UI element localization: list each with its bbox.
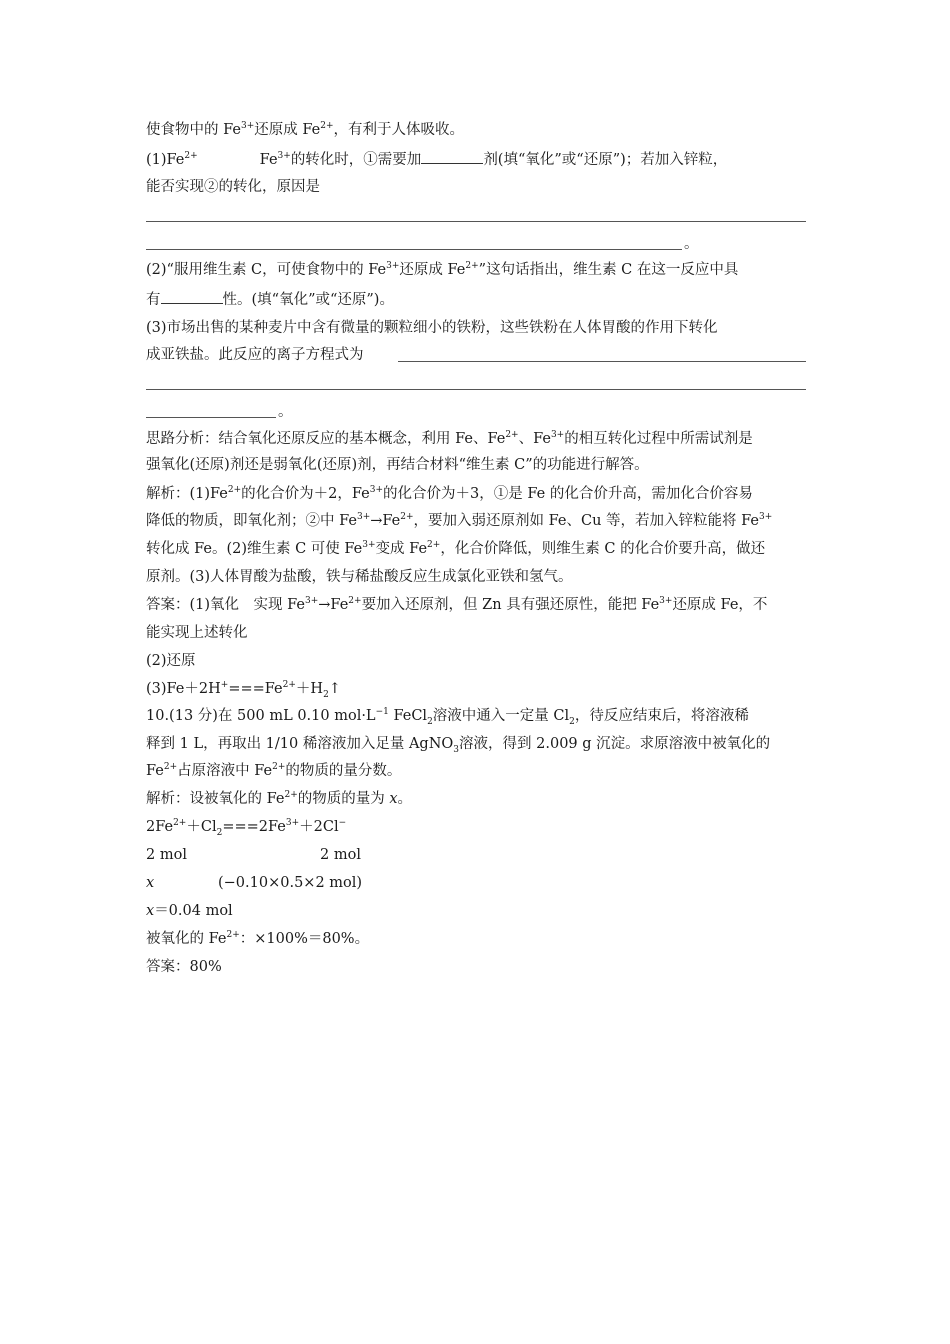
text: 的化合价为＋3，①是 Fe 的化合价升高，需加化合价容易 — [383, 486, 753, 502]
text: 占原溶液中 Fe — [177, 763, 273, 779]
text: 10.(13 分)在 500 mL 0.10 mol·L — [146, 708, 376, 724]
superscript: 2+ — [173, 818, 187, 829]
superscript: 2+ — [348, 596, 362, 607]
text: (2)“服用维生素 C，可使食物中的 Fe — [146, 262, 387, 278]
text: 被氧化的 Fe — [146, 931, 227, 947]
superscript: 3+ — [356, 512, 371, 523]
text: 。 — [397, 791, 413, 807]
superscript: 2+ — [163, 762, 178, 773]
subscript: 2 — [427, 716, 433, 727]
text: 2 mol — [146, 847, 187, 863]
text: →Fe — [318, 597, 349, 613]
text: 的化合价为＋2，Fe — [241, 486, 370, 502]
equation-line — [146, 816, 808, 838]
text: ＋H — [295, 681, 324, 697]
text: 答案：(1)氧化 实现 Fe — [146, 597, 305, 613]
answer-rule[interactable] — [146, 221, 806, 222]
question-10-line-2 — [146, 733, 808, 755]
superscript: 3+ — [277, 151, 291, 162]
superscript: 3+ — [659, 596, 673, 607]
analysis-line-3 — [146, 483, 808, 505]
text: 溶液，得到 2.009 g 沉淀。求原溶液中被氧化的 — [459, 736, 771, 752]
analysis-line-4 — [146, 510, 808, 532]
superscript: 2+ — [226, 930, 240, 941]
blank-2[interactable] — [161, 289, 223, 304]
text: 降低的物质，即氧化剂；②中 Fe — [146, 513, 357, 529]
text: ＝0.04 mol — [154, 903, 233, 919]
text: 转化成 Fe。(2)维生素 C 可使 Fe — [146, 541, 363, 557]
variable-x: x — [146, 903, 155, 919]
superscript: 2+ — [320, 121, 334, 132]
answer-rule[interactable] — [398, 361, 806, 362]
superscript: −1 — [375, 707, 389, 718]
text: ”这句话指出，维生素 C 在这一反应中具 — [478, 262, 739, 278]
text: FeCl — [388, 708, 428, 724]
text: 剂(填“氧化”或“还原”)；若加入锌粒， — [483, 152, 728, 168]
text: 要加入还原剂，但 Zn 具有强还原性，能把 Fe — [361, 597, 660, 613]
superscript: − — [338, 818, 347, 829]
analysis-line-1 — [146, 428, 808, 450]
subscript: 2 — [216, 827, 223, 838]
text: ↑ — [328, 681, 341, 697]
question-2-line-2 — [146, 289, 808, 311]
text: Fe — [259, 152, 278, 168]
superscript: 3+ — [550, 430, 565, 441]
intro-line — [146, 119, 808, 141]
superscript: 2+ — [184, 151, 198, 162]
text: 还原成 Fe，不 — [672, 597, 768, 613]
fraction-line — [146, 928, 808, 950]
text: ，待反应结束后，将溶液稀 — [574, 708, 749, 724]
text: Fe — [146, 763, 164, 779]
text: (1)Fe — [146, 152, 185, 168]
question-1-line-2: 能否实现②的转化，原因是 — [146, 179, 320, 195]
superscript: 3+ — [240, 121, 255, 132]
text: ，有利于人体吸收。 — [333, 122, 464, 138]
superscript: 3+ — [759, 512, 773, 523]
text: 还原成 Fe — [399, 262, 466, 278]
question-3-line-1: (3)市场出售的某种麦片中含有微量的颗粒细小的铁粉，这些铁粉在人体胃酸的作用下转化 — [146, 320, 718, 336]
subscript: 2 — [323, 689, 329, 700]
text: 解析：设被氧化的 Fe — [146, 791, 285, 807]
answer-line-1 — [146, 594, 808, 616]
superscript: 2+ — [427, 540, 441, 551]
text: ＋2Cl — [299, 819, 339, 835]
text: 解析：(1)Fe — [146, 486, 228, 502]
superscript: 2+ — [284, 790, 298, 801]
text: ：×100%＝80%。 — [239, 931, 370, 947]
text: 的物质的量分数。 — [285, 763, 402, 779]
solution-line-1 — [146, 788, 808, 810]
text: 2Fe — [146, 819, 174, 835]
subscript: 2 — [569, 716, 575, 727]
variable-x: x — [389, 791, 398, 807]
superscript: 3+ — [305, 596, 319, 607]
blank-1[interactable] — [421, 149, 483, 164]
answer-line-3: (2)还原 — [146, 653, 196, 669]
question-1-line-1 — [146, 149, 808, 171]
text: (3)Fe＋2H — [146, 681, 221, 697]
text: 的物质的量为 — [297, 791, 390, 807]
analysis-line-6: 原剂。(3)人体胃酸为盐酸，铁与稀盐酸反应生成氯化亚铁和氢气。 — [146, 569, 573, 585]
period: 。 — [684, 236, 699, 252]
result-line — [146, 900, 808, 922]
superscript: + — [220, 680, 229, 691]
unknown-line — [146, 872, 808, 894]
text: 的转化时，①需要加 — [290, 152, 422, 168]
text: 有 — [146, 292, 161, 308]
analysis-line-2: 强氧化(还原)剂还是弱氧化(还原)剂，再结合材料“维生素 C”的功能进行解答。 — [146, 457, 649, 473]
text: ，化合价降低，则维生素 C 的化合价要升高，做还 — [440, 541, 766, 557]
superscript: 2+ — [227, 485, 242, 496]
answer-line-4 — [146, 678, 808, 700]
text: 变成 Fe — [375, 541, 428, 557]
superscript: 3+ — [285, 818, 300, 829]
question-2-line-1 — [146, 259, 808, 281]
text: 使食物中的 Fe — [146, 122, 241, 138]
text: (−0.10×0.5×2 mol) — [218, 875, 363, 891]
mole-ratio-line — [146, 844, 808, 866]
superscript: 2+ — [505, 430, 519, 441]
text: 还原成 Fe — [254, 122, 321, 138]
text: 2 mol — [320, 847, 361, 863]
text: ===Fe — [228, 681, 283, 697]
question-10-line-1 — [146, 705, 808, 727]
text: 成亚铁盐。此反应的离子方程式为 — [146, 347, 364, 363]
superscript: 3+ — [362, 540, 376, 551]
text: 思路分析：结合氧化还原反应的基本概念，利用 Fe、Fe — [146, 431, 506, 447]
text: 溶液中通入一定量 Cl — [432, 708, 570, 724]
answer-line-2: 能实现上述转化 — [146, 625, 248, 641]
analysis-line-5 — [146, 538, 808, 560]
superscript: 3+ — [386, 261, 400, 272]
text: →Fe — [370, 513, 401, 529]
text: ，要加入弱还原剂如 Fe、Cu 等，若加入锌粒能将 Fe — [413, 513, 759, 529]
question-3-line-2 — [146, 344, 808, 366]
text: 释到 1 L，再取出 1/10 稀溶液加入足量 AgNO — [146, 736, 454, 752]
superscript: 2+ — [465, 261, 479, 272]
superscript: 2+ — [272, 762, 286, 773]
subscript: 3 — [453, 744, 460, 755]
text: ＋Cl — [186, 819, 217, 835]
answer-rule[interactable] — [146, 249, 682, 250]
superscript: 2+ — [282, 680, 296, 691]
variable-x: x — [146, 875, 155, 891]
text: 的相互转化过程中所需试剂是 — [564, 431, 753, 447]
superscript: 2+ — [400, 512, 414, 523]
final-answer: 答案：80% — [146, 959, 222, 975]
question-10-line-3 — [146, 760, 808, 782]
text: 、Fe — [518, 431, 551, 447]
answer-rule[interactable] — [146, 389, 806, 390]
text: 性。(填“氧化”或“还原”)。 — [222, 292, 394, 308]
text: ===2Fe — [222, 819, 286, 835]
superscript: 3+ — [369, 485, 384, 496]
answer-rule[interactable] — [146, 417, 276, 418]
period: 。 — [278, 404, 293, 420]
